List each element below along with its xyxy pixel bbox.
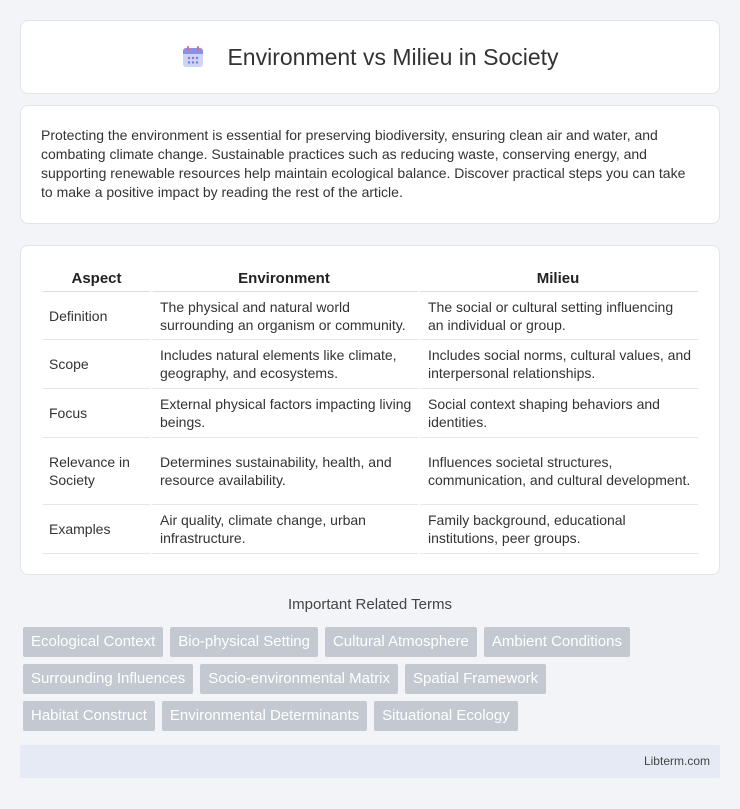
- intro-card: [20, 105, 720, 224]
- table-cell-environment: The physical and natural world surrounding an organism or community.: [150, 291, 418, 339]
- table-cell-aspect: Focus: [43, 388, 150, 437]
- column-header-milieu: Milieu: [536, 270, 580, 287]
- table-cell-aspect: Relevance in Society: [43, 437, 150, 504]
- tag-row: [23, 627, 723, 657]
- tag-row: [23, 664, 723, 694]
- table-row: [43, 291, 698, 339]
- column-header-environment: Environment: [238, 270, 330, 287]
- tag-bio-physical-setting[interactable]: Bio-physical Setting: [170, 627, 318, 657]
- table-cell-milieu: Family background, educational institutions, peer groups.: [418, 504, 698, 554]
- table-row: [43, 388, 698, 437]
- footer: [20, 745, 720, 778]
- tag-situational-ecology[interactable]: Situational Ecology: [374, 701, 518, 731]
- table-cell-milieu: Social context shaping behaviors and identities.: [418, 388, 698, 437]
- calendar-icon: [181, 45, 205, 69]
- related-terms-list: [23, 627, 723, 738]
- table-cell-environment: External physical factors impacting living beings.: [150, 388, 418, 437]
- table-cell-milieu: The social or cultural setting influencing an individual or group.: [418, 291, 698, 339]
- table-cell-milieu: Includes social norms, cultural values, and interpersonal relationships.: [418, 339, 698, 388]
- footer-site-link[interactable]: Libterm.com: [643, 754, 710, 768]
- table-row: [43, 339, 698, 388]
- table-cell-environment: Air quality, climate change, urban infrastructure.: [150, 504, 418, 554]
- tag-environmental-determinants[interactable]: Environmental Determinants: [162, 701, 367, 731]
- table-cell-environment: Includes natural elements like climate, geography, and ecosystems.: [150, 339, 418, 388]
- header-card: [20, 20, 720, 94]
- tag-spatial-framework[interactable]: Spatial Framework: [405, 664, 546, 694]
- tag-cultural-atmosphere[interactable]: Cultural Atmosphere: [325, 627, 477, 657]
- table-row: [43, 504, 698, 554]
- page-title: Environment vs Milieu in Society: [227, 43, 559, 70]
- table-cell-aspect: Definition: [43, 291, 150, 339]
- comparison-table-card: [20, 245, 720, 575]
- table-cell-aspect: Scope: [43, 339, 150, 388]
- table-row: [43, 437, 698, 504]
- tag-habitat-construct[interactable]: Habitat Construct: [23, 701, 155, 731]
- table-cell-milieu: Influences societal structures, communication, and cultural development.: [418, 437, 698, 504]
- comparison-table: [43, 266, 698, 554]
- tag-ambient-conditions[interactable]: Ambient Conditions: [484, 627, 630, 657]
- table-cell-environment: Determines sustainability, health, and resource availability.: [150, 437, 418, 504]
- table-header-row: [43, 266, 698, 291]
- tag-socio-environmental-matrix[interactable]: Socio-environmental Matrix: [200, 664, 398, 694]
- table-cell-aspect: Examples: [43, 504, 150, 554]
- related-terms-title: Important Related Terms: [288, 596, 452, 613]
- column-header-aspect: Aspect: [71, 270, 122, 287]
- tag-surrounding-influences[interactable]: Surrounding Influences: [23, 664, 193, 694]
- intro-text: Protecting the environment is essential for preserving biodiversity, ensuring clean air and water, and combating climate change. Sustainable practices such as reducing waste, conserving energy, and supporting renewable resources help maintain ecological balance. Discover practical steps you can take to make a positive impact by reading the rest of the article.: [41, 127, 686, 200]
- tag-row: [23, 701, 723, 731]
- tag-ecological-context[interactable]: Ecological Context: [23, 627, 163, 657]
